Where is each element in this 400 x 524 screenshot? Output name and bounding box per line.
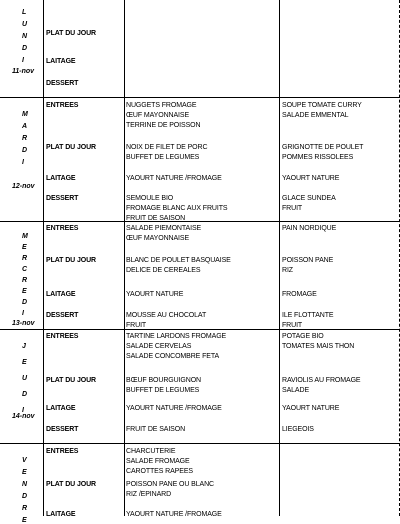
menu-item: SOUPE TOMATE CURRY (282, 102, 362, 109)
category-laitage: LAITAGE (46, 511, 76, 518)
menu-item: BUFFET DE LEGUMES (126, 154, 200, 161)
day-letter: L (22, 9, 27, 16)
day-letter: V (22, 457, 27, 464)
day-letter: R (22, 277, 28, 284)
menu-item: YAOURT NATURE /FROMAGE (126, 511, 222, 518)
menu-item: SEMOULE BIO (126, 195, 174, 202)
day-letter: I (22, 407, 24, 414)
menu-item: ILE FLOTTANTE (282, 312, 334, 319)
day-date: 14-nov (12, 413, 35, 420)
menu-item: FRUIT DE SAISON (126, 215, 186, 222)
day-letter: I (22, 310, 24, 317)
menu-item: FRUIT (282, 205, 303, 212)
menu-item: ŒUF MAYONNAISE (126, 112, 190, 119)
category-dessert: DESSERT (46, 80, 79, 87)
day-letter: E (22, 359, 27, 366)
menu-item: FROMAGE BLANC AUX FRUITS (126, 205, 228, 212)
menu-item: YAOURT NATURE (282, 405, 340, 412)
menu-item: BLANC DE POULET BASQUAISE (126, 257, 231, 264)
menu-item: SALADE FROMAGE (126, 458, 190, 465)
menu-item: POISSON PANE (282, 257, 334, 264)
menu-item: SALADE (282, 387, 310, 394)
day-date: 11-nov (12, 68, 35, 75)
menu-item: CAROTTES RAPEES (126, 468, 193, 475)
category-entrees: ENTREES (46, 333, 79, 340)
day-letter: R (22, 135, 28, 142)
menu-item: YAOURT NATURE (282, 175, 340, 182)
day-letter: M (22, 111, 28, 118)
day-letter: D (22, 391, 28, 398)
category-dessert: DESSERT (46, 426, 79, 433)
menu-item: PAIN NORDIQUE (282, 225, 337, 232)
category-laitage: LAITAGE (46, 175, 76, 182)
menu-item: FRUIT (126, 322, 147, 329)
category-entrees: ENTREES (46, 448, 79, 455)
category-plat: PLAT DU JOUR (46, 30, 97, 37)
category-laitage: LAITAGE (46, 291, 76, 298)
day-letter: I (22, 57, 24, 64)
day-letter: N (22, 33, 28, 40)
menu-item: LIEGEOIS (282, 426, 314, 433)
menu-item: NOIX DE FILET DE PORC (126, 144, 208, 151)
day-divider (0, 221, 400, 222)
day-date: 12-nov (12, 183, 35, 190)
day-letter: U (22, 21, 28, 28)
menu-item: GLACE SUNDEA (282, 195, 336, 202)
category-laitage: LAITAGE (46, 405, 76, 412)
category-entrees: ENTREES (46, 225, 79, 232)
menu-item: RIZ (282, 267, 293, 274)
category-plat: PLAT DU JOUR (46, 257, 97, 264)
day-letter: M (22, 233, 28, 240)
menu-item: FRUIT DE SAISON (126, 426, 186, 433)
day-divider (0, 97, 400, 98)
menu-item: RAVIOLIS AU FROMAGE (282, 377, 361, 384)
menu-item: TOMATES MAIS THON (282, 343, 355, 350)
menu-item: SALADE EMMENTAL (282, 112, 349, 119)
menu-item: ŒUF MAYONNAISE (126, 235, 190, 242)
menu-item: NUGGETS FROMAGE (126, 102, 197, 109)
day-letter: D (22, 299, 28, 306)
category-plat: PLAT DU JOUR (46, 481, 97, 488)
menu-item: FROMAGE (282, 291, 317, 298)
day-letter: E (22, 288, 27, 295)
category-plat: PLAT DU JOUR (46, 377, 97, 384)
menu-item: YAOURT NATURE /FROMAGE (126, 175, 222, 182)
day-letter: R (22, 255, 28, 262)
day-letter: N (22, 481, 28, 488)
day-date: 13-nov (12, 320, 35, 327)
menu-item: DELICE DE CEREALES (126, 267, 201, 274)
menu-item: TERRINE DE POISSON (126, 122, 201, 129)
day-letter: D (22, 493, 28, 500)
day-letter: E (22, 244, 27, 251)
day-letter: U (22, 375, 28, 382)
column-divider (43, 0, 44, 516)
menu-item: BŒUF BOURGUIGNON (126, 377, 202, 384)
day-letter: E (22, 517, 27, 524)
menu-item: SALADE CONCOMBRE FETA (126, 353, 220, 360)
menu-item: FRUIT (282, 322, 303, 329)
menu-item: CHARCUTERIE (126, 448, 176, 455)
menu-item: SALADE PIEMONTAISE (126, 225, 202, 232)
menu-item: YAOURT NATURE (126, 291, 184, 298)
menu-item: RIZ /EPINARD (126, 491, 172, 498)
day-letter: I (22, 159, 24, 166)
menu-item: YAOURT NATURE /FROMAGE (126, 405, 222, 412)
day-letter: D (22, 147, 28, 154)
day-divider (0, 443, 400, 444)
day-divider (0, 329, 400, 330)
menu-item: SALADE CERVELAS (126, 343, 192, 350)
category-plat: PLAT DU JOUR (46, 144, 97, 151)
category-laitage: LAITAGE (46, 58, 76, 65)
menu-item: POISSON PANE OU BLANC (126, 481, 215, 488)
menu-item: GRIGNOTTE DE POULET (282, 144, 364, 151)
menu-item: BUFFET DE LEGUMES (126, 387, 200, 394)
category-entrees: ENTREES (46, 102, 79, 109)
day-letter: J (22, 343, 26, 350)
day-letter: R (22, 505, 28, 512)
menu-item: MOUSSE AU CHOCOLAT (126, 312, 207, 319)
column-divider (124, 0, 125, 516)
day-letter: E (22, 469, 27, 476)
day-letter: A (22, 123, 28, 130)
menu-item: POTAGE BIO (282, 333, 324, 340)
menu-item: POMMES RISSOLEES (282, 154, 354, 161)
menu-item: TARTINE LARDONS FROMAGE (126, 333, 227, 340)
category-dessert: DESSERT (46, 312, 79, 319)
category-dessert: DESSERT (46, 195, 79, 202)
day-letter: D (22, 45, 28, 52)
day-letter: C (22, 266, 28, 273)
column-divider (279, 0, 280, 516)
